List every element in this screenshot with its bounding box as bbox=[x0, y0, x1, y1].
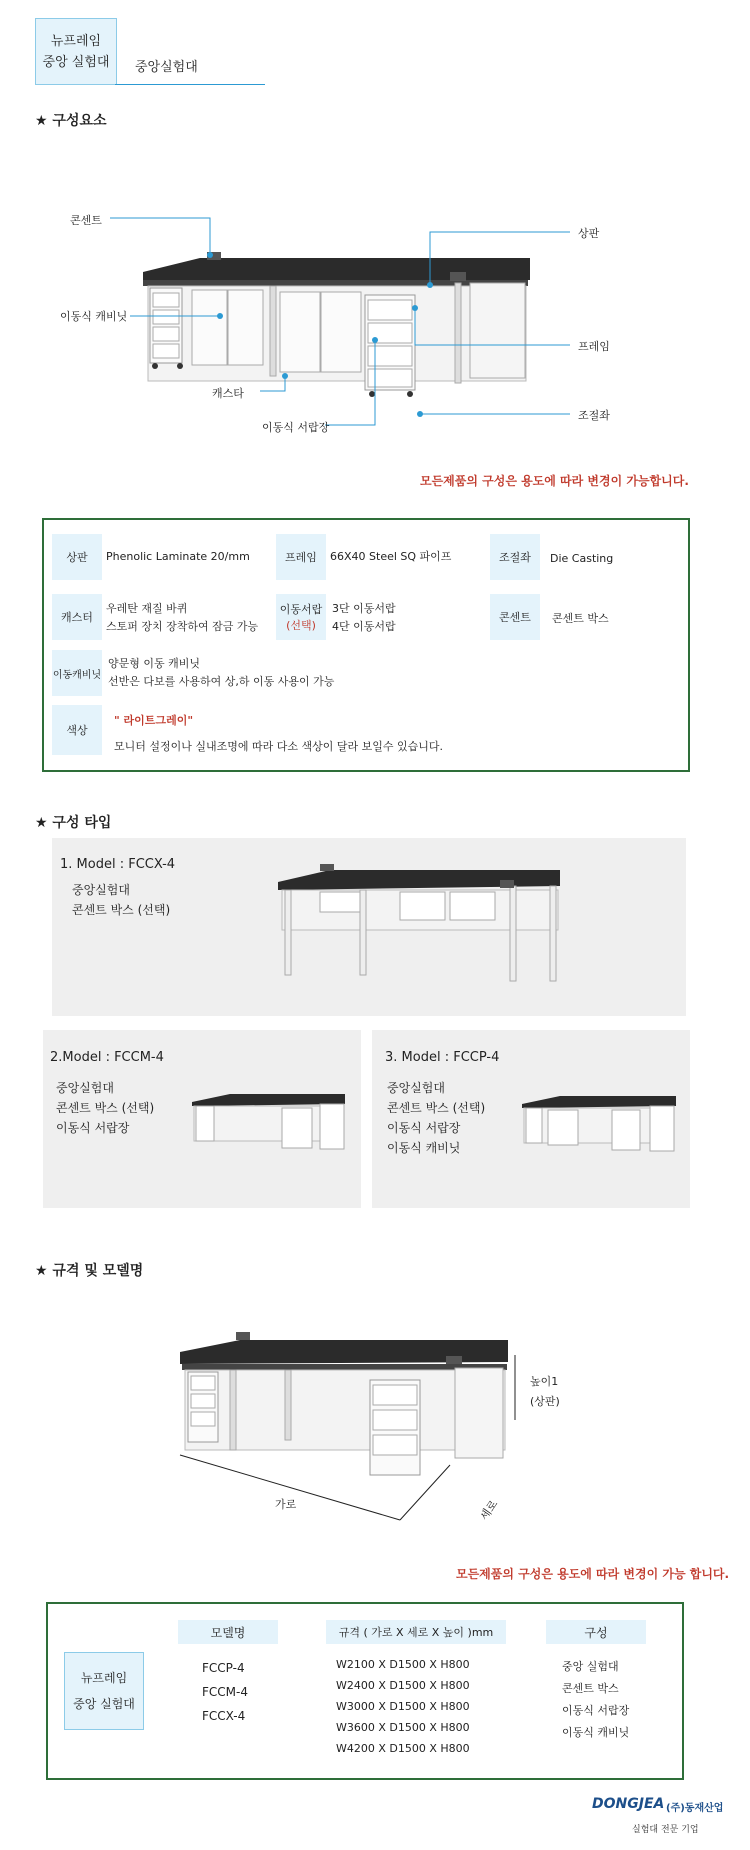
type-1-line: 중앙실험대 bbox=[72, 883, 130, 897]
callout-mobile-drawer: 이동식 서랍장 bbox=[262, 421, 330, 434]
type-2-line: 중앙실험대 bbox=[56, 1081, 114, 1095]
tag-caster: 캐스터 bbox=[52, 594, 102, 640]
callout-frame: 프레임 bbox=[578, 340, 610, 353]
config-item: 이동식 서랍장 bbox=[562, 1704, 630, 1717]
value-leveler: Die Casting bbox=[550, 552, 614, 565]
size-item: W2400 X D1500 X H800 bbox=[336, 1679, 470, 1692]
type-3-title: 3. Model : FCCP-4 bbox=[385, 1050, 500, 1065]
note-configurable-2: 모든제품의 구성은 용도에 따라 변경이 가능 합니다. bbox=[456, 1567, 730, 1581]
tag-consent: 콘센트 bbox=[490, 594, 540, 640]
caster-line2: 스토퍼 장치 장착하여 잠금 가능 bbox=[106, 620, 259, 633]
type-3-line: 이동식 서랍장 bbox=[387, 1121, 461, 1135]
section-title-types: ★ 구성 타입 bbox=[35, 815, 112, 831]
type-2-title: 2.Model : FCCM-4 bbox=[50, 1050, 164, 1065]
tag-frame: 프레임 bbox=[276, 534, 326, 580]
tag-color: 색상 bbox=[52, 705, 102, 755]
size-item: W4200 X D1500 X H800 bbox=[336, 1742, 470, 1755]
cabinet-line2: 선반은 다보를 사용하여 상,하 이동 사용이 가능 bbox=[108, 675, 335, 688]
model-item: FCCP-4 bbox=[202, 1661, 245, 1675]
row-label-product bbox=[64, 1652, 144, 1730]
brand-korean: (주)동재산업 bbox=[666, 1803, 724, 1814]
drawer-line2: 4단 이동서랍 bbox=[332, 620, 396, 633]
model-item: FCCX-4 bbox=[202, 1709, 246, 1723]
col-header-size: 규격 ( 가로 X 세로 X 높이 )mm bbox=[326, 1620, 506, 1644]
drawer-label-line1: 이동서랍 bbox=[279, 603, 323, 616]
size-item: W3600 X D1500 X H800 bbox=[336, 1721, 470, 1734]
value-consent: 콘센트 박스 bbox=[552, 612, 609, 625]
brand-tagline: 실험대 전문 기업 bbox=[632, 1825, 699, 1835]
cabinet-line1: 양문형 이동 캐비닛 bbox=[108, 657, 201, 670]
size-list bbox=[336, 1654, 470, 1759]
callout-consent: 콘센트 bbox=[70, 214, 102, 227]
type-3-line: 중앙실험대 bbox=[387, 1081, 445, 1095]
section-title-specs: ★ 규격 및 모델명 bbox=[35, 1263, 144, 1279]
model-list bbox=[202, 1656, 248, 1728]
model-item: FCCM-4 bbox=[202, 1685, 248, 1699]
type-3-line: 이동식 캐비닛 bbox=[387, 1141, 461, 1155]
config-item: 이동식 캐비닛 bbox=[562, 1726, 630, 1739]
dim-width: 가로 bbox=[275, 1498, 297, 1511]
config-list bbox=[562, 1656, 629, 1744]
tag-cabinet: 이동캐비닛 bbox=[52, 650, 102, 696]
type-1-title: 1. Model : FCCX-4 bbox=[60, 857, 176, 872]
callout-leveler: 조절좌 bbox=[578, 409, 610, 422]
dim-height bbox=[530, 1372, 560, 1412]
value-color-note: 모니터 설정이나 실내조명에 따라 다소 색상이 달라 보일수 있습니다. bbox=[114, 740, 443, 753]
size-item: W2100 X D1500 X H800 bbox=[336, 1658, 470, 1671]
config-item: 중앙 실험대 bbox=[562, 1660, 619, 1673]
type-2-line: 콘센트 박스 (선택) bbox=[56, 1101, 155, 1115]
caster-line1: 우레탄 재질 바퀴 bbox=[106, 602, 188, 615]
value-color-name: " 라이트그레이" bbox=[114, 714, 194, 727]
row-label-line1: 뉴프레임 bbox=[80, 1671, 128, 1685]
page-subtitle: 중앙실험대 bbox=[135, 60, 198, 75]
callout-caster: 캐스타 bbox=[212, 387, 244, 400]
callout-mobile-cabinet: 이동식 캐비닛 bbox=[60, 310, 128, 323]
col-header-config: 구성 bbox=[546, 1620, 646, 1644]
config-item: 콘센트 박스 bbox=[562, 1682, 619, 1695]
value-frame: 66X40 Steel SQ 파이프 bbox=[330, 550, 452, 563]
type-2-line: 이동식 서랍장 bbox=[56, 1121, 130, 1135]
tag-top: 상판 bbox=[52, 534, 102, 580]
section-title-components: ★ 구성요소 bbox=[35, 113, 107, 129]
value-top: Phenolic Laminate 20/mm bbox=[106, 550, 250, 563]
drawer-line1: 3단 이동서랍 bbox=[332, 602, 396, 615]
row-label-line2: 중앙 실험대 bbox=[73, 1697, 135, 1711]
note-configurable-1: 모든제품의 구성은 용도에 따라 변경이 가능합니다. bbox=[420, 474, 689, 488]
dim-depth: 세로 bbox=[477, 1497, 501, 1523]
tag-leveler: 조절좌 bbox=[490, 534, 540, 580]
brand-logo: DONGJEA bbox=[592, 1796, 665, 1812]
size-item: W3000 X D1500 X H800 bbox=[336, 1700, 470, 1713]
dim-height-line1: 높이1 bbox=[530, 1375, 559, 1388]
type-3-line: 콘센트 박스 (선택) bbox=[387, 1101, 486, 1115]
badge-line1: 뉴프레임 bbox=[50, 33, 102, 49]
drawer-label-line2: (선택) bbox=[286, 619, 316, 632]
type-1-line: 콘센트 박스 (선택) bbox=[72, 903, 171, 917]
col-header-model: 모델명 bbox=[178, 1620, 278, 1644]
badge-line2: 중앙 실험대 bbox=[42, 54, 110, 70]
dim-height-line2: (상판) bbox=[530, 1395, 560, 1408]
callout-top: 상판 bbox=[578, 227, 600, 240]
